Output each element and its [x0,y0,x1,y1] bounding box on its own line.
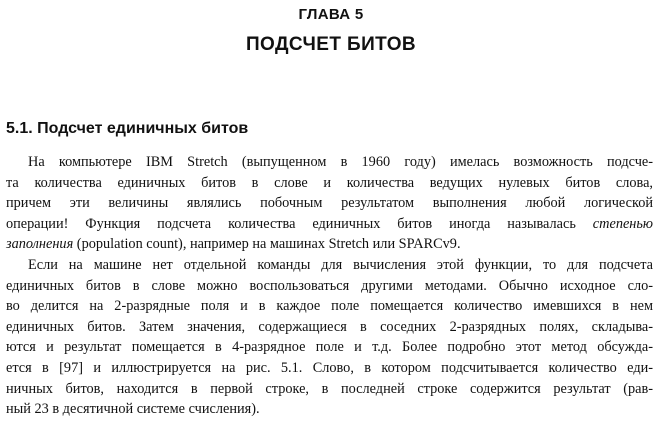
text-line [6,173,653,194]
text-span: единичных битов. Затем значения, содержащиеся в соседних 2-разрядных полях, складыва- [6,318,653,335]
italic-term: степенью [592,215,653,232]
text-line [6,399,653,420]
paragraph [6,255,653,420]
text-line [6,152,653,173]
text-line [6,358,653,379]
text-span: ются и результат помещается в 4-разрядное поле и т.д. Более подробно этот метод обсужда- [6,339,653,356]
text-span: Если на машине нет отдельной команды для вычисления этой функции, то для подсчета [28,256,653,273]
paragraph [6,152,653,255]
text-span: (population count), например на машинах Stretch или SPARCv9. [73,236,461,253]
text-line [6,214,653,235]
chapter-title: ПОДСЧЕТ БИТОВ [245,34,417,55]
text-span: та количества единичных битов в слове и количества ведущих нулевых битов слова, [6,174,653,191]
text-span: во делится на 2-разрядные поля и в каждое поле помещается количество имевшихся в нем [6,298,653,315]
text-line [6,255,653,276]
text-line [6,317,653,338]
text-line [6,379,653,400]
text-line [6,296,653,317]
text-span: операции! Функция подсчета количества единичных битов иногда называлась [6,215,593,232]
italic-term: заполнения [6,236,74,253]
text-span: ничных битов, находится в первой строке, в последней строке содержится результат (рав- [6,380,653,397]
text-span: ный 23 в десятичной системе счисления). [6,401,260,418]
chapter-label: ГЛАВА 5 [298,6,364,23]
text-span: ется в [97] и иллюстрируется на рис. 5.1. Слово, в котором подсчитывается количество еди- [6,359,653,376]
section-body [6,152,653,420]
text-span: единичных битов в слове можно воспользоваться другими методами. Обычно исходное сло- [6,277,653,294]
text-line [6,193,653,214]
text-line [6,234,653,255]
section-heading: 5.1. Подсчет единичных битов [6,120,249,137]
text-span: На компьютере IBM Stretch (выпущенном в 1960 году) имелась возможность подсче- [28,154,653,170]
text-line [6,337,653,358]
text-span: причем эти величины являлись побочным результатом выполнения любой логической [6,195,653,212]
text-line [6,276,653,297]
